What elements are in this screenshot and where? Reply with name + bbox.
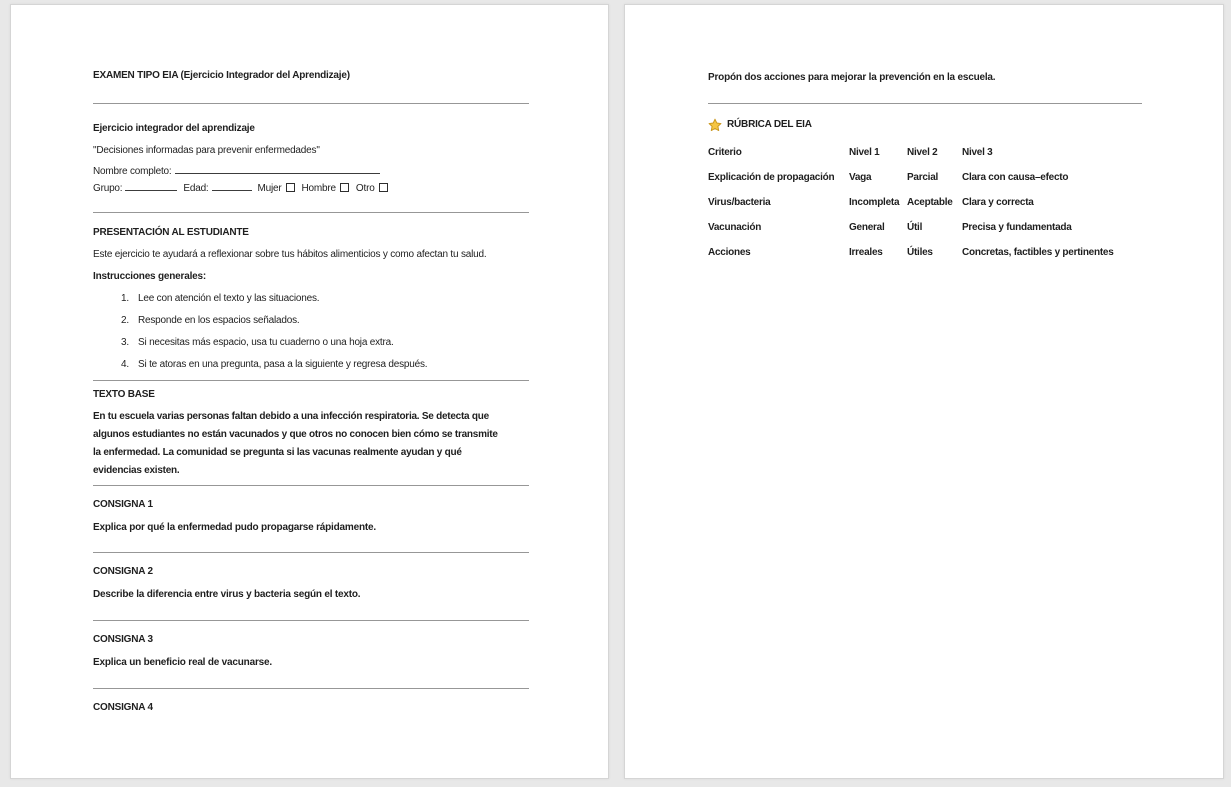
instructions-heading: Instrucciones generales: (93, 271, 207, 282)
rubric-cell: Concretas, factibles y pertinentes (962, 247, 1114, 258)
document-page-1[interactable] (10, 4, 609, 779)
texto-base-line: evidencias existen. (93, 465, 180, 476)
list-item-number: 2. (121, 315, 129, 326)
section-divider (708, 103, 1142, 104)
consigna-4-heading: CONSIGNA 4 (93, 702, 153, 713)
gender-option-mujer: Mujer (257, 183, 282, 194)
list-item (93, 292, 529, 306)
star-icon (708, 118, 722, 132)
exercise-subtitle: "Decisiones informadas para prevenir enfermedades" (93, 145, 320, 156)
page-2-content (708, 5, 1142, 271)
checkbox-otro-icon (379, 183, 388, 192)
rubric-cell: Clara y correcta (962, 197, 1034, 208)
rubric-cell: Incompleta (849, 197, 900, 208)
gender-option-hombre: Hombre (301, 183, 336, 194)
rubric-cell: Vaga (849, 172, 872, 183)
consigna-2-heading: CONSIGNA 2 (93, 566, 153, 577)
section-divider (93, 212, 529, 213)
list-item-number: 1. (121, 293, 129, 304)
rubric-table (708, 146, 1142, 271)
exercise-heading: Ejercicio integrador del aprendizaje (93, 123, 255, 134)
section-divider (93, 103, 529, 104)
group-row (93, 181, 529, 196)
name-label: Nombre completo: (93, 166, 172, 177)
rubric-cell: Precisa y fundamentada (962, 222, 1072, 233)
consigna-5-prompt: Propón dos acciones para mejorar la prevención en la escuela. (708, 72, 996, 83)
rubric-cell: Parcial (907, 172, 939, 183)
consigna-3-prompt: Explica un beneficio real de vacunarse. (93, 657, 272, 668)
rubric-cell: Virus/bacteria (708, 197, 771, 208)
name-row (93, 164, 529, 179)
texto-base-line: En tu escuela varias personas faltan debido a una infección respiratoria. Se detecta que (93, 411, 489, 422)
rubric-cell: Útiles (907, 247, 933, 258)
rubric-col-header: Nivel 3 (962, 147, 993, 158)
page-1-content (93, 5, 529, 715)
gender-option-otro: Otro (355, 183, 375, 194)
rubric-cell: Irreales (849, 247, 883, 258)
texto-base-paragraph (93, 408, 529, 480)
rubric-cell: Aceptable (907, 197, 953, 208)
consigna-3-heading: CONSIGNA 3 (93, 634, 153, 645)
rubric-heading-row (708, 118, 1142, 132)
checkbox-mujer-icon (286, 183, 295, 192)
document-page-2[interactable] (624, 4, 1224, 779)
texto-base-heading: TEXTO BASE (93, 389, 155, 400)
rubric-col-header: Nivel 2 (907, 147, 938, 158)
list-item (93, 314, 529, 328)
texto-base-line: la enfermedad. La comunidad se pregunta si las vacunas realmente ayudan y qué (93, 447, 462, 458)
age-blank (212, 181, 252, 191)
list-item-text: Si te atoras en una pregunta, pasa a la siguiente y regresa después. (138, 359, 428, 370)
list-item-text: Si necesitas más espacio, usa tu cuaderno o una hoja extra. (138, 337, 394, 348)
list-item-number: 3. (121, 337, 129, 348)
list-item (93, 358, 529, 372)
rubric-heading: RÚBRICA DEL EIA (727, 119, 812, 130)
list-item-number: 4. (121, 359, 129, 370)
presentation-heading: PRESENTACIÓN AL ESTUDIANTE (93, 227, 249, 238)
list-item (93, 336, 529, 350)
consigna-1-prompt: Explica por qué la enfermedad pudo propagarse rápidamente. (93, 522, 376, 533)
rubric-col-header: Criterio (708, 147, 742, 158)
rubric-cell: Acciones (708, 247, 751, 258)
group-blank (125, 181, 177, 191)
list-item-text: Lee con atención el texto y las situaciones. (138, 293, 320, 304)
checkbox-hombre-icon (340, 183, 349, 192)
rubric-cell: General (849, 222, 885, 233)
age-label: Edad: (183, 183, 209, 194)
list-item-text: Responde en los espacios señalados. (138, 315, 300, 326)
texto-base-line: algunos estudiantes no están vacunados y que otros no conocen bien cómo se transmite (93, 429, 498, 440)
section-divider (93, 688, 529, 689)
instructions-list (93, 292, 529, 372)
rubric-cell: Vacunación (708, 222, 762, 233)
rubric-cell: Explicación de propagación (708, 172, 835, 183)
rubric-cell: Clara con causa–efecto (962, 172, 1069, 183)
name-blank (175, 164, 380, 174)
consigna-1-heading: CONSIGNA 1 (93, 499, 153, 510)
section-divider (93, 380, 529, 381)
group-label: Grupo: (93, 183, 123, 194)
document-title: EXAMEN TIPO EIA (Ejercicio Integrador del Aprendizaje) (93, 70, 350, 81)
presentation-text: Este ejercicio te ayudará a reflexionar sobre tus hábitos alimenticios y como afectan tu salud. (93, 249, 487, 260)
section-divider (93, 552, 529, 553)
rubric-cell: Útil (907, 222, 923, 233)
consigna-2-prompt: Describe la diferencia entre virus y bacteria según el texto. (93, 589, 361, 600)
rubric-col-header: Nivel 1 (849, 147, 880, 158)
section-divider (93, 620, 529, 621)
section-divider (93, 485, 529, 486)
